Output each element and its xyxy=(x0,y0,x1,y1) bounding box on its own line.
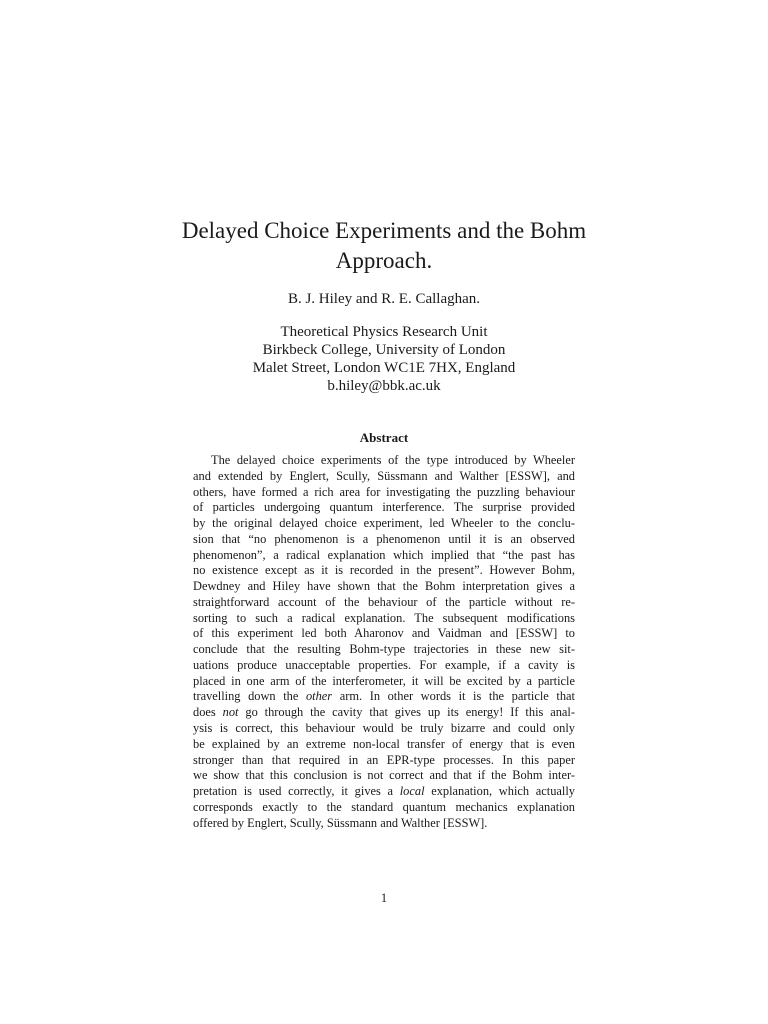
abstract-line: straightforward account of the behaviour of the particle without re- xyxy=(193,594,575,609)
abstract-text: pretation is used correctly, it gives a xyxy=(193,784,400,799)
author-affiliation xyxy=(150,323,618,395)
abstract-text: does xyxy=(193,705,223,720)
abstract-line: and extended by Englert, Scully, Süssmann and Walther [ESSW], and xyxy=(193,468,575,483)
abstract-line-with-emphasis xyxy=(193,689,575,705)
abstract-line: ysis is correct, this behaviour would be truly bizarre and could only xyxy=(193,721,575,736)
abstract-line: sorting to such a radical explanation. The subsequent modifications xyxy=(193,610,575,625)
abstract-line: uations produce unacceptable properties. For example, if a cavity is xyxy=(193,657,575,672)
abstract-text: travelling down the xyxy=(193,689,306,704)
abstract-line: of particles undergoing quantum interference. The surprise provided xyxy=(193,500,575,515)
emphasized-word: other xyxy=(305,689,333,704)
abstract-line: corresponds exactly to the standard quantum mechanics explanation xyxy=(193,799,575,814)
affiliation-college: Birkbeck College, University of London xyxy=(262,342,506,358)
abstract-line-with-emphasis xyxy=(193,784,575,800)
paper-title xyxy=(150,216,618,276)
title-line-2: Approach. xyxy=(335,248,433,273)
abstract-body xyxy=(193,453,575,831)
title-line-1: Delayed Choice Experiments and the Bohm xyxy=(181,218,587,243)
abstract-line: offered by Englert, Scully, Süssmann and Walther [ESSW]. xyxy=(193,815,488,830)
abstract-line: no existence except as it is recorded in the present”. However Bohm, xyxy=(193,563,575,578)
emphasized-word: not xyxy=(222,705,239,720)
affiliation-unit: Theoretical Physics Research Unit xyxy=(280,324,488,340)
abstract-line: others, have formed a rich area for investigating the puzzling behaviour xyxy=(193,484,575,499)
abstract-line-with-emphasis xyxy=(193,705,575,721)
abstract-heading: Abstract xyxy=(359,430,409,445)
affiliation-address: Malet Street, London WC1E 7HX, England xyxy=(252,360,516,376)
abstract-text: explanation, which actually xyxy=(424,784,575,799)
abstract-line: The delayed choice experiments of the type introduced by Wheeler xyxy=(211,453,575,467)
emphasized-word: local xyxy=(399,784,425,799)
abstract-line: of this experiment led both Aharonov and Vaidman and [ESSW] to xyxy=(193,626,575,641)
abstract-line: placed in one arm of the interferometer, it will be excited by a particle xyxy=(193,673,575,688)
abstract-line: by the original delayed choice experiment, led Wheeler to the conclu- xyxy=(193,516,575,531)
abstract-text: go through the cavity that gives up its energy! If this anal- xyxy=(238,705,576,720)
abstract-line: we show that this conclusion is not correct and that if the Bohm inter- xyxy=(193,768,575,783)
abstract-line: sion that “no phenomenon is a phenomenon until it is an observed xyxy=(193,531,575,546)
abstract-line: Dewdney and Hiley have shown that the Bohm interpretation gives a xyxy=(193,579,575,594)
affiliation-email: b.hiley@bbk.ac.uk xyxy=(327,378,441,394)
abstract-line: stronger than that required in an EPR-type processes. In this paper xyxy=(193,752,575,767)
abstract-text: arm. In other words it is the particle that xyxy=(332,689,575,704)
abstract-line: conclude that the resulting Bohm-type trajectories in these new sit- xyxy=(193,642,575,657)
abstract-line: phenomenon”, a radical explanation which implied that “the past has xyxy=(193,547,575,562)
paper-authors: B. J. Hiley and R. E. Callaghan. xyxy=(287,291,481,307)
abstract-line: be explained by an extreme non-local transfer of energy that is even xyxy=(193,736,575,751)
page-number: 1 xyxy=(380,891,388,905)
